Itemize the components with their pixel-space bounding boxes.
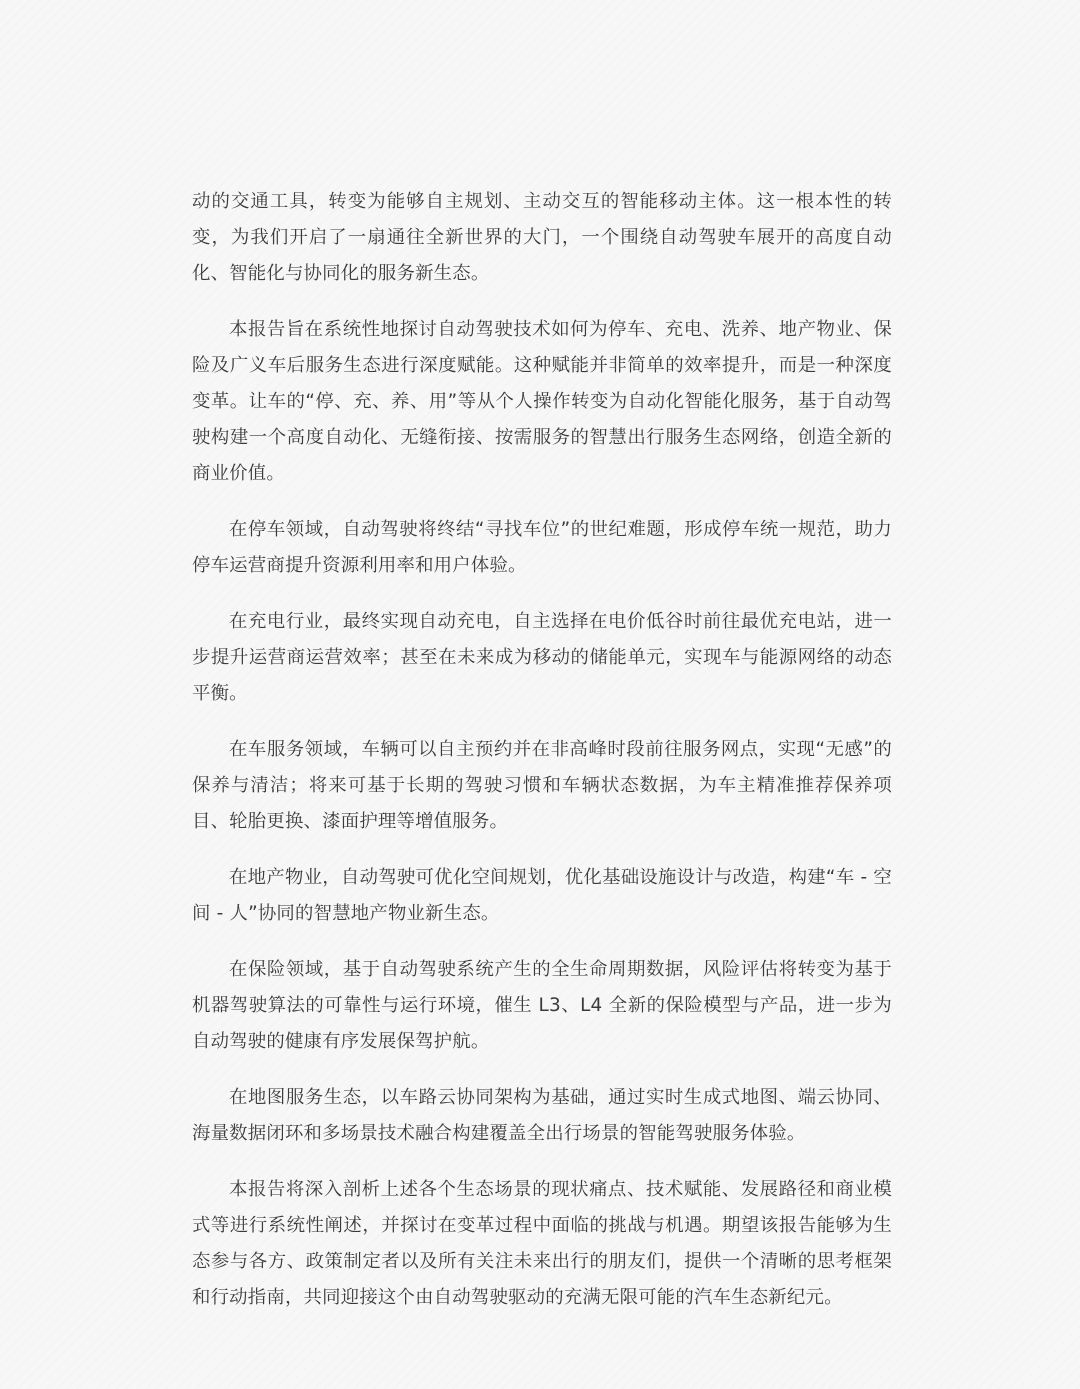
paragraph-parking: 在停车领域，自动驾驶将终结“寻找车位”的世纪难题，形成停车统一规范，助力停车运营商提升资源利用率和用户体验。 [192,519,892,576]
paragraph-charging: 在充电行业，最终实现自动充电，自主选择在电价低谷时前往最优充电站，进一步提升运营商运营效率；甚至在未来成为移动的储能单元，实现车与能源网络的动态平衡。 [192,611,892,704]
paragraph-real-estate: 在地产物业，自动驾驶可优化空间规划，优化基础设施设计与改造，构建“车 - 空间 - 人”协同的智慧地产物业新生态。 [192,867,892,924]
paragraph-map-service: 在地图服务生态，以车路云协同架构为基础，通过实时生成式地图、端云协同、海量数据闭环和多场景技术融合构建覆盖全出行场景的智能驾驶服务体验。 [192,1087,892,1144]
paragraph-vehicle-service: 在车服务领域，车辆可以自主预约并在非高峰时段前往服务网点，实现“无感”的保养与清洁；将来可基于长期的驾驶习惯和车辆状态数据，为车主精准推荐保养项目、轮胎更换、漆面护理等增值服务。 [192,739,892,832]
paragraph-conclusion: 本报告将深入剖析上述各个生态场景的现状痛点、技术赋能、发展路径和商业模式等进行系统性阐述，并探讨在变革过程中面临的挑战与机遇。期望该报告能够为生态参与各方、政策制定者以及所有关注未来出行的朋友们，提供一个清晰的思考框架和行动指南，共同迎接这个由自动驾驶驱动的充满无限可能的汽车生态新纪元。 [192,1179,892,1308]
paragraph-report-purpose: 本报告旨在系统性地探讨自动驾驶技术如何为停车、充电、洗养、地产物业、保险及广义车后服务生态进行深度赋能。这种赋能并非简单的效率提升，而是一种深度变革。让车的“停、充、养、用”等从个人操作转变为自动化智能化服务，基于自动驾驶构建一个高度自动化、无缝衔接、按需服务的智慧出行服务生态网络，创造全新的商业价值。 [192,319,892,484]
paragraph-continued-intro: 动的交通工具，转变为能够自主规划、主动交互的智能移动主体。这一根本性的转变，为我们开启了一扇通往全新世界的大门，一个围绕自动驾驶车展开的高度自动化、智能化与协同化的服务新生态。 [192,191,892,284]
paragraph-insurance: 在保险领域，基于自动驾驶系统产生的全生命周期数据，风险评估将转变为基于机器驾驶算法的可靠性与运行环境，催生 L3、L4 全新的保险模型与产品，进一步为自动驾驶的健康有序发展保驾护航。 [192,959,892,1052]
body-text [192,184,892,1336]
